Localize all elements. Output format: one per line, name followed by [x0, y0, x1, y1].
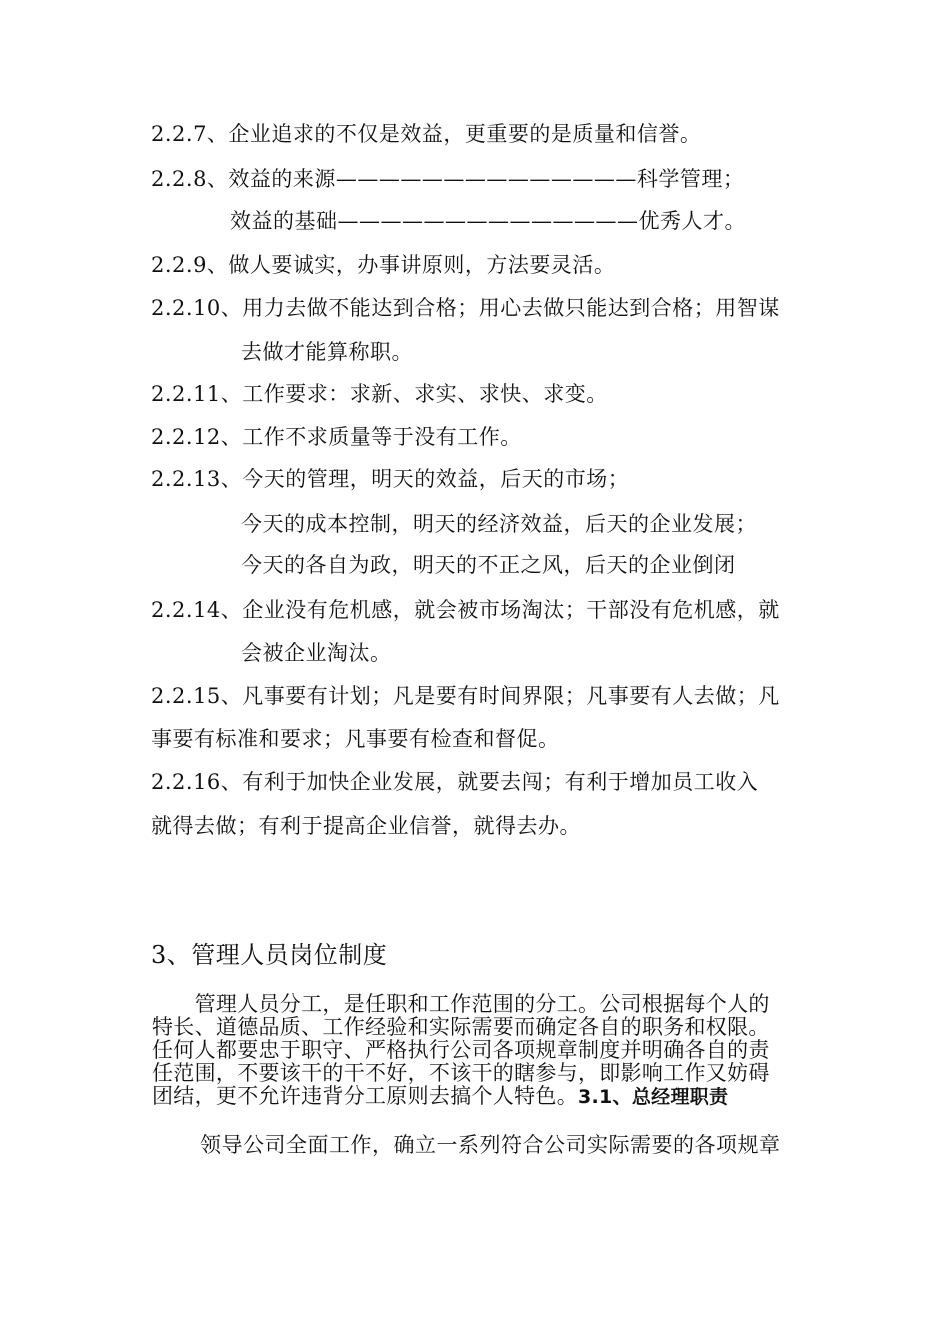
item-2-2-16-line1: 2.2.16、有利于加快企业发展，就要去闯；有利于增加员工收入 [151, 770, 759, 794]
section-3-heading: 3、管理人员岗位制度 [151, 941, 388, 969]
paragraph-line-text: 团结，更不允许违背分工原则去搞个人特色。 [152, 1084, 578, 1108]
paragraph-line: 任何人都要忠于职守、严格执行公司各项规章制度并明确各自的责 [152, 1038, 770, 1062]
item-2-2-13-line2: 今天的成本控制，明天的经济效益，后天的企业发展； [241, 512, 757, 536]
item-2-2-13-line1: 2.2.13、今天的管理，明天的效益，后天的市场； [151, 467, 630, 491]
item-2-2-14-line2: 会被企业淘汰。 [241, 641, 392, 665]
item-2-2-10-line1: 2.2.10、用力去做不能达到合格；用心去做只能达到合格；用智谋 [151, 296, 780, 320]
item-2-2-14-line1: 2.2.14、企业没有危机感，就会被市场淘汰；干部没有危机感，就 [151, 598, 780, 622]
item-2-2-13-line3: 今天的各自为政，明天的不正之风，后天的企业倒闭 [241, 553, 736, 577]
item-2-2-16-line2: 就得去做；有利于提高企业信誉，就得去办。 [151, 814, 581, 838]
paragraph-line: 任范围，不要该干的干不好，不该干的瞎参与，即影响工作又妨碍 [152, 1061, 770, 1085]
general-manager-duty-line: 领导公司全面工作，确立一系列符合公司实际需要的各项规章 [200, 1133, 781, 1157]
paragraph-line: 管理人员分工，是任职和工作范围的分工。公司根据每个人的 [152, 992, 770, 1016]
item-2-2-9: 2.2.9、做人要诚实，办事讲原则，方法要灵活。 [151, 253, 616, 277]
subheading-3-1: 3.1、总经理职责 [578, 1086, 729, 1108]
paragraph-line-last [152, 1085, 812, 1109]
item-2-2-7: 2.2.7、企业追求的不仅是效益，更重要的是质量和信誉。 [151, 122, 702, 146]
item-2-2-11: 2.2.11、工作要求：求新、求实、求快、求变。 [151, 382, 608, 406]
item-2-2-12: 2.2.12、工作不求质量等于没有工作。 [151, 425, 522, 449]
section-3-paragraph [152, 993, 812, 1109]
item-2-2-8-line2: 效益的基础——————————————优秀人才。 [230, 209, 746, 233]
paragraph-line: 特长、道德品质、工作经验和实际需要而确定各自的职务和权限。 [152, 1015, 770, 1039]
item-2-2-8-line1: 2.2.8、效益的来源——————————————科学管理； [151, 167, 745, 191]
item-2-2-15-line2: 事要有标准和要求；凡事要有检查和督促。 [151, 727, 560, 751]
item-2-2-15-line1: 2.2.15、凡事要有计划；凡是要有时间界限；凡事要有人去做；凡 [151, 684, 780, 708]
item-2-2-10-line2: 去做才能算称职。 [241, 340, 413, 364]
